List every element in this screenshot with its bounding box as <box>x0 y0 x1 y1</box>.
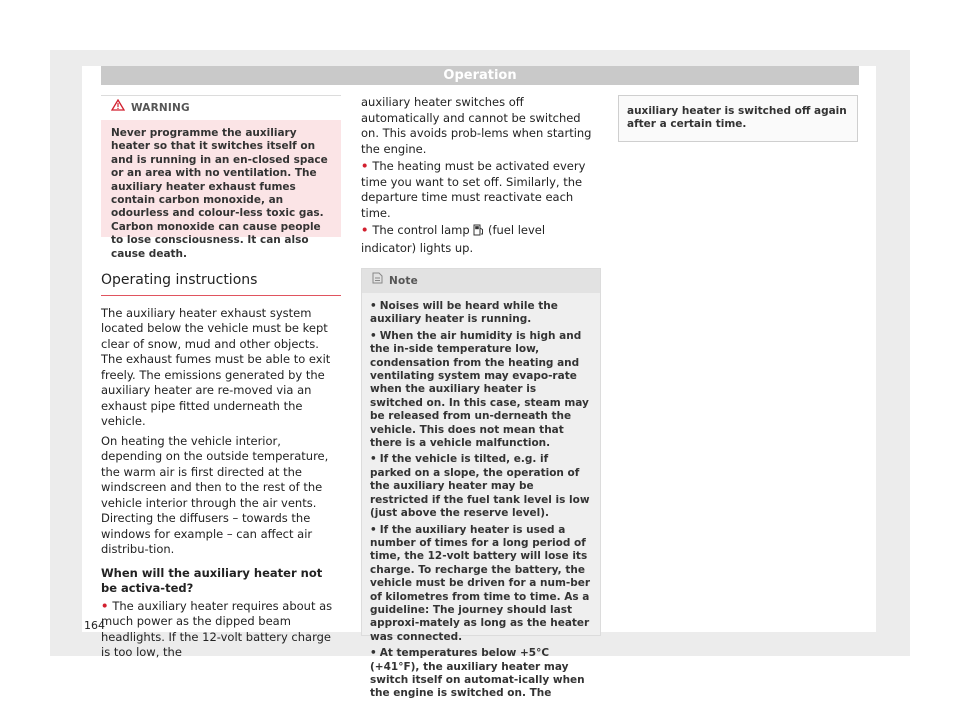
bullet-icon: • <box>361 159 369 173</box>
note-list <box>362 293 600 701</box>
note-item-text: If the auxiliary heater is used a number of times for a long period of time, the 12-volt battery will lose its charge. To recharge the battery, the vehicle must be driven for a num-ber of kilometres from time to time. As a guideline: The journey should last approxi-mately as long as the heater was connected. <box>370 523 591 643</box>
bullet-item <box>361 159 601 221</box>
column-1 <box>101 95 341 661</box>
note-item <box>370 300 592 327</box>
note-item-text: If the vehicle is tilted, e.g. if parked on a slope, the operation of the auxiliary heater may be restricted if the fuel tank level is low (just above the reserve level). <box>370 453 590 520</box>
note-item-text: At temperatures below +5°C (+41°F), the auxiliary heater may switch itself on automat-ically when the engine is switched on. The <box>370 647 585 700</box>
warning-box <box>101 95 341 260</box>
note-title: Note <box>389 275 418 287</box>
bullet-icon: • <box>370 647 377 660</box>
warning-text: Never programme the auxiliary heater so that it switches itself on and is running in an en-closed space or an area with no ventilation. The auxiliary heater exhaust fumes contain carbon monoxide, an odourless and colour-less toxic gas. Carbon monoxide can cause people to lose consciousness. It can also cause death. <box>111 127 328 260</box>
page-number: 164 <box>84 619 105 632</box>
note-icon <box>372 269 383 293</box>
bullet-text-after: (fuel level indicator) lights up. <box>361 223 546 255</box>
note-title-bar <box>362 269 600 293</box>
paragraph-heating: On heating the vehicle interior, depending on the outside temperature, the warm air is first directed at the windscreen and then to the rest of the vehicle interior through the air vents. Directing the diffusers – towards the windows for example – can affect air distribu-tion. <box>101 433 329 556</box>
note-item <box>370 524 592 645</box>
bullet-text: The heating must be activated every time you want to set off. Similarly, the departure time must reactivate each time. <box>361 159 586 220</box>
note-continuation-box: auxiliary heater is switched off again after a certain time. <box>618 95 858 142</box>
note-box <box>361 268 601 700</box>
bullet-text-before: The control lamp <box>372 223 470 237</box>
note-item-text: Noises will be heard while the auxiliary heater is running. <box>370 300 558 326</box>
column-2 <box>361 95 601 700</box>
warning-title-bar <box>101 96 341 120</box>
fuel-pump-icon <box>473 224 484 241</box>
bullet-icon: • <box>361 223 369 237</box>
bullet-icon: • <box>370 453 377 466</box>
bullet-icon: • <box>101 598 109 613</box>
bullet-icon: • <box>370 300 377 312</box>
note-item <box>370 453 592 520</box>
bullet-item <box>101 599 341 661</box>
warning-triangle-icon <box>111 96 125 120</box>
note-item-text: When the air humidity is high and the in-side temperature low, condensation from the heating and ventilating system may evapo-rate when the auxiliary heater is switched on. In this case, steam may be released from un-derneath the vehicle. This does not mean that there is a vehicle malfunction. <box>370 329 589 450</box>
section-heading: Operating instructions <box>101 273 341 296</box>
page-header: Operation <box>101 66 859 85</box>
note-item <box>370 330 592 451</box>
bullet-icon: • <box>370 523 377 536</box>
bullet-item <box>361 223 601 256</box>
note-item <box>370 647 592 701</box>
warning-title: WARNING <box>131 102 190 114</box>
subheading-not-activated: When will the auxiliary heater not be activa-ted? <box>101 565 323 595</box>
bullet-icon: • <box>370 329 377 342</box>
bullet-text: The auxiliary heater requires about as much power as the dipped beam headlights. If the 12-volt battery charge is too low, the <box>101 598 333 659</box>
paragraph-exhaust: The auxiliary heater exhaust system located below the vehicle must be kept clear of snow, mud and other objects. The exhaust fumes must be able to exit freely. The emissions generated by the auxiliary heater are re-moved via an exhaust pipe fitted underneath the vehicle. <box>101 305 331 428</box>
column-3 <box>618 95 858 142</box>
continuation-text: auxiliary heater switches off automatically and cannot be switched on. This avoids prob-lems when starting the engine. <box>361 95 592 156</box>
